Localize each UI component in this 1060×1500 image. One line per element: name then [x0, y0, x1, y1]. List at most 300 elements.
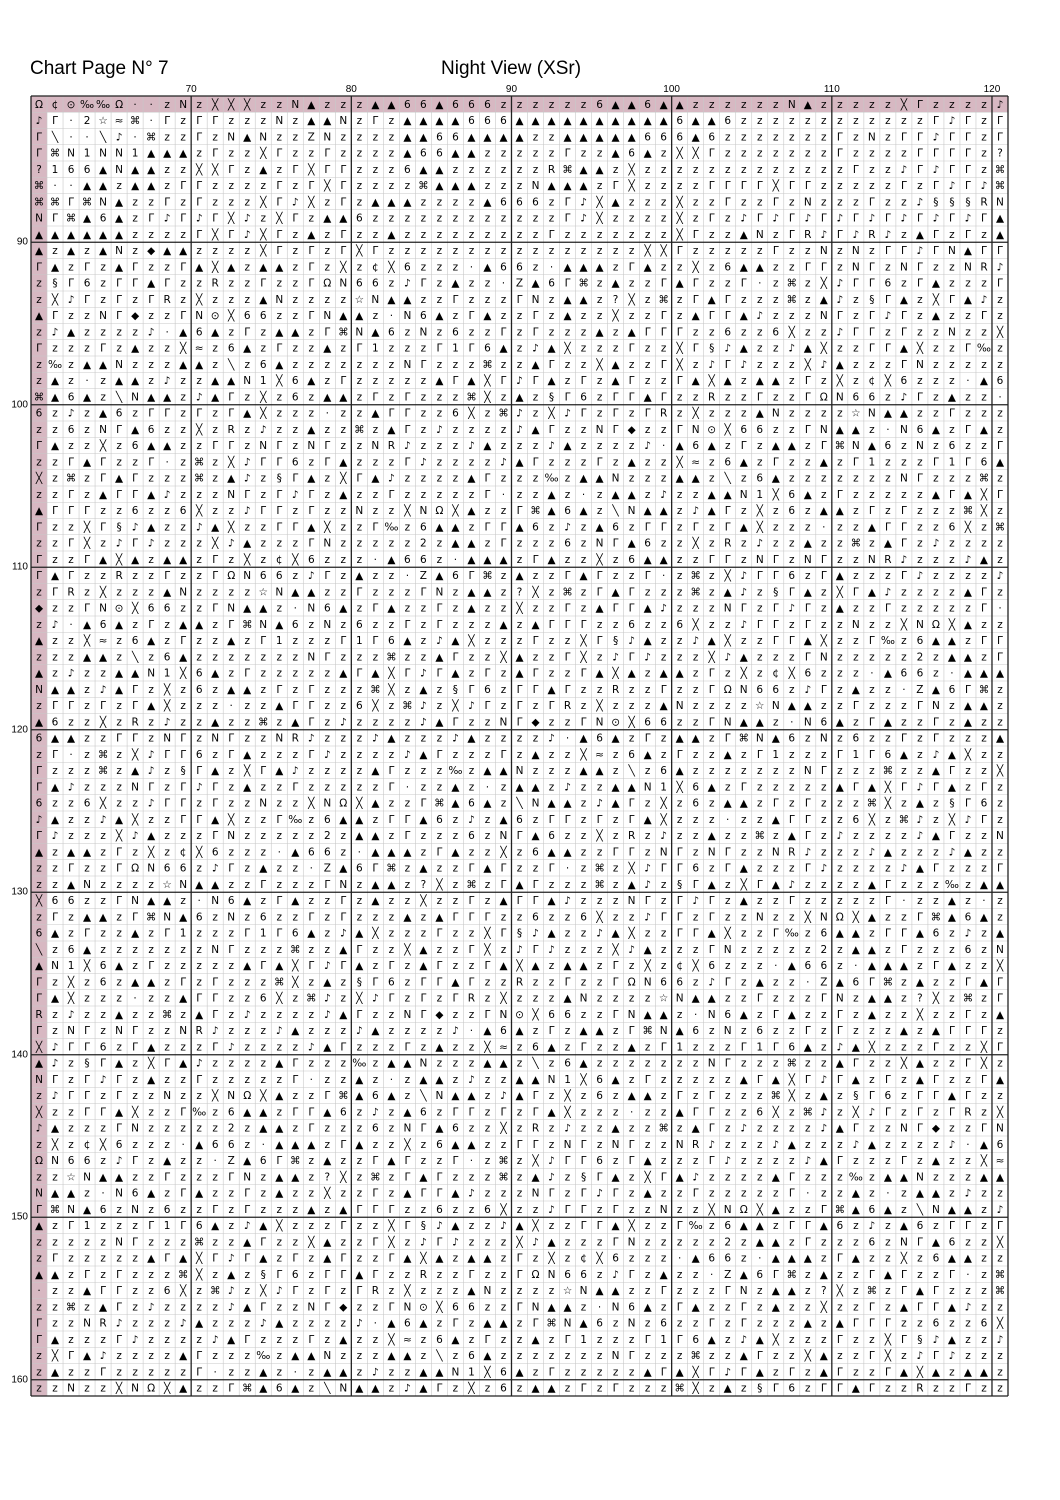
pattern-symbol: Γ	[516, 1268, 523, 1281]
pattern-symbol: 6	[532, 911, 539, 924]
pattern-symbol: Γ	[404, 391, 411, 404]
pattern-symbol: z	[564, 488, 571, 501]
pattern-symbol: z	[644, 992, 651, 1005]
pattern-symbol: ▲	[147, 147, 156, 160]
pattern-symbol: Γ	[836, 1008, 843, 1021]
pattern-symbol: ▲	[83, 1350, 92, 1363]
pattern-symbol: z	[292, 1301, 299, 1314]
pattern-symbol: ╳	[35, 1106, 43, 1119]
pattern-symbol: Γ	[916, 911, 923, 924]
pattern-symbol: z	[292, 180, 299, 193]
pattern-symbol: Γ	[900, 1333, 907, 1346]
pattern-symbol: ♪	[916, 830, 924, 843]
pattern-symbol: R	[419, 1268, 428, 1281]
pattern-symbol: Γ	[372, 862, 379, 875]
pattern-symbol: Γ	[500, 537, 507, 550]
pattern-symbol: Γ	[484, 960, 491, 973]
pattern-symbol: 6	[932, 1252, 940, 1265]
pattern-symbol: z	[564, 472, 571, 485]
pattern-symbol: z	[644, 1382, 651, 1395]
pattern-symbol: ·	[549, 261, 554, 274]
pattern-symbol: Γ	[900, 1285, 907, 1298]
pattern-symbol: z	[612, 440, 619, 453]
pattern-symbol: Γ	[276, 147, 283, 160]
pattern-symbol: z	[580, 326, 587, 339]
pattern-symbol: z	[292, 1220, 299, 1233]
pattern-symbol: z	[724, 1333, 731, 1346]
pattern-symbol: z	[853, 651, 859, 664]
pattern-symbol: z	[484, 537, 491, 550]
pattern-symbol: Γ	[468, 895, 475, 908]
pattern-symbol: N	[419, 505, 428, 518]
pattern-symbol: ♪	[868, 212, 876, 225]
pattern-symbol: ▲	[595, 163, 604, 176]
pattern-symbol: z	[276, 1106, 283, 1119]
pattern-symbol: ‰	[784, 927, 799, 940]
pattern-symbol: Γ	[36, 131, 42, 144]
pattern-symbol: Γ	[836, 1025, 843, 1038]
pattern-symbol: Γ	[532, 667, 539, 680]
pattern-symbol: z	[356, 456, 363, 469]
pattern-symbol: z	[292, 570, 299, 583]
pattern-symbol: ♪	[115, 1155, 123, 1168]
pattern-symbol: N	[627, 895, 636, 908]
pattern-symbol: ♪	[788, 602, 796, 615]
pattern-symbol: ‰	[880, 635, 895, 648]
pattern-symbol: z	[132, 618, 138, 631]
pattern-symbol: ♪	[724, 342, 732, 355]
pattern-symbol: z	[789, 537, 795, 550]
pattern-symbol: z	[436, 943, 443, 956]
pattern-symbol: z	[420, 911, 427, 924]
pattern-symbol: z	[740, 748, 747, 761]
pattern-symbol: ▲	[579, 180, 588, 193]
pattern-symbol: z	[228, 781, 234, 794]
pattern-symbol: z	[500, 180, 507, 193]
pattern-symbol: Γ	[388, 1252, 395, 1265]
pattern-symbol: Γ	[116, 1122, 123, 1135]
pattern-symbol: Γ	[868, 716, 875, 729]
pattern-symbol: ♪	[596, 1187, 603, 1200]
pattern-symbol: ╳	[708, 375, 715, 388]
pattern-symbol: ╳	[452, 505, 459, 518]
pattern-symbol: z	[612, 1025, 619, 1038]
pattern-symbol: z	[516, 1333, 523, 1346]
pattern-symbol: z	[148, 1285, 154, 1298]
pattern-symbol: ▲	[275, 261, 284, 274]
pattern-symbol: ♪	[147, 797, 155, 810]
pattern-symbol: ╳	[676, 212, 683, 225]
pattern-symbol: Γ	[532, 683, 539, 696]
pattern-symbol: z	[612, 830, 619, 843]
pattern-symbol: z	[100, 375, 106, 388]
pattern-symbol: z	[500, 310, 507, 323]
pattern-symbol: z	[500, 98, 507, 111]
pattern-symbol: z	[933, 521, 939, 534]
pattern-symbol: Γ	[36, 1203, 42, 1216]
pattern-symbol: ·	[69, 618, 73, 631]
pattern-symbol: Γ	[68, 277, 74, 290]
pattern-symbol: N	[755, 228, 764, 241]
pattern-symbol: ♪	[708, 976, 716, 989]
pattern-symbol: ♪	[772, 1138, 780, 1151]
pattern-symbol: Γ	[628, 1138, 635, 1151]
pattern-symbol: N	[259, 618, 268, 631]
pattern-symbol: z	[965, 472, 971, 485]
pattern-symbol: z	[644, 683, 651, 696]
pattern-symbol: ╳	[131, 602, 139, 615]
pattern-symbol: z	[452, 1382, 459, 1395]
pattern-symbol: z	[580, 797, 587, 810]
pattern-symbol: z	[68, 1236, 74, 1249]
pattern-symbol: z	[933, 342, 939, 355]
pattern-symbol: z	[116, 976, 122, 989]
pattern-symbol: z	[917, 943, 923, 956]
pattern-symbol: ▲	[499, 1317, 508, 1330]
pattern-symbol: z	[436, 472, 443, 485]
pattern-symbol: N	[739, 1285, 748, 1298]
pattern-symbol: z	[404, 602, 411, 615]
pattern-symbol: z	[997, 1090, 1003, 1103]
pattern-symbol: z	[164, 846, 170, 859]
pattern-symbol: z	[869, 245, 875, 258]
pattern-symbol: 6	[500, 1366, 507, 1379]
pattern-symbol: Γ	[180, 180, 187, 193]
pattern-symbol: ▲	[339, 1333, 348, 1346]
pattern-symbol: ♪	[964, 553, 972, 566]
pattern-symbol: z	[981, 732, 987, 745]
pattern-symbol: z	[356, 163, 363, 176]
pattern-symbol: 2	[420, 537, 427, 550]
pattern-symbol: Γ	[836, 310, 843, 323]
pattern-symbol: z	[148, 472, 154, 485]
pattern-symbol: ▲	[659, 667, 668, 680]
pattern-symbol: Γ	[564, 1203, 571, 1216]
pattern-symbol: 6	[708, 960, 716, 973]
pattern-symbol: Γ	[949, 131, 955, 144]
pattern-symbol: z	[516, 245, 523, 258]
pattern-symbol: Γ	[820, 440, 827, 453]
pattern-symbol: Γ	[981, 245, 987, 258]
pattern-symbol: z	[628, 1187, 635, 1200]
pattern-symbol: ·	[966, 375, 970, 388]
pattern-symbol: z	[244, 732, 250, 745]
pattern-symbol: ▲	[851, 1203, 860, 1216]
pattern-symbol: N	[227, 1090, 236, 1103]
pattern-symbol: 1	[355, 635, 363, 648]
pattern-symbol: ♪	[644, 878, 651, 891]
pattern-symbol: Γ	[997, 488, 1003, 501]
pattern-symbol: z	[580, 440, 587, 453]
pattern-symbol: z	[324, 553, 331, 566]
pattern-symbol: ·	[85, 375, 89, 388]
pattern-symbol: z	[676, 553, 683, 566]
pattern-symbol: ▲	[979, 1366, 989, 1379]
pattern-symbol: N	[531, 797, 540, 810]
pattern-symbol: z	[116, 700, 122, 713]
pattern-symbol: z	[228, 1057, 234, 1070]
pattern-symbol: N	[211, 943, 220, 956]
pattern-symbol: ╳	[276, 1220, 283, 1233]
pattern-symbol: z	[388, 618, 395, 631]
pattern-symbol: z	[837, 180, 843, 193]
pattern-symbol: ⌘	[498, 1155, 509, 1168]
pattern-symbol: z	[901, 1350, 907, 1363]
pattern-symbol: ╳	[580, 1073, 587, 1086]
pattern-symbol: z	[84, 1301, 90, 1314]
pattern-symbol: z	[132, 228, 138, 241]
pattern-symbol: 2	[227, 1122, 235, 1135]
pattern-symbol: z	[756, 1155, 763, 1168]
pattern-symbol: z	[853, 716, 859, 729]
pattern-symbol: z	[660, 537, 667, 550]
pattern-symbol: ▲	[643, 391, 652, 404]
pattern-symbol: z	[212, 1236, 218, 1249]
pattern-symbol: ♪	[35, 115, 43, 128]
pattern-symbol: z	[901, 488, 907, 501]
pattern-symbol: Γ	[852, 586, 859, 599]
pattern-symbol: ▲	[99, 911, 108, 924]
pattern-symbol: ▲	[579, 131, 588, 144]
pattern-symbol: z	[292, 505, 299, 518]
pattern-symbol: z	[404, 1073, 411, 1086]
pattern-symbol: z	[388, 1382, 395, 1395]
pattern-symbol: R	[291, 732, 299, 745]
pattern-symbol: ⌘	[418, 180, 429, 193]
pattern-symbol: z	[292, 1187, 299, 1200]
pattern-symbol: ╳	[484, 375, 491, 388]
pattern-symbol: ▲	[275, 765, 284, 778]
pattern-symbol: z	[917, 1252, 923, 1265]
pattern-symbol: ╳	[980, 1041, 988, 1054]
pattern-symbol: z	[885, 1220, 891, 1233]
pattern-symbol: z	[805, 943, 811, 956]
pattern-symbol: Γ	[852, 781, 859, 794]
pattern-symbol: z	[308, 391, 315, 404]
pattern-symbol: z	[805, 1203, 811, 1216]
pattern-symbol: z	[692, 700, 699, 713]
pattern-symbol: z	[196, 245, 202, 258]
pattern-symbol: ▲	[931, 1025, 940, 1038]
pattern-symbol: ▲	[339, 1366, 348, 1379]
pattern-symbol: z	[708, 1382, 715, 1395]
pattern-symbol: ▲	[50, 1187, 60, 1200]
pattern-symbol: z	[500, 472, 507, 485]
pattern-symbol: z	[981, 765, 987, 778]
pattern-symbol: R	[67, 586, 75, 599]
pattern-symbol: ⌘	[690, 586, 701, 599]
pattern-symbol: z	[885, 1122, 891, 1135]
pattern-symbol: z	[564, 911, 571, 924]
pattern-symbol: Γ	[612, 602, 619, 615]
pattern-symbol: N	[819, 310, 828, 323]
pattern-symbol: Γ	[52, 505, 58, 518]
pattern-symbol: z	[821, 196, 827, 209]
pattern-symbol: ▲	[355, 1382, 364, 1395]
pattern-symbol: z	[756, 960, 763, 973]
pattern-symbol: z	[596, 293, 603, 306]
pattern-symbol: z	[837, 683, 843, 696]
pattern-symbol: z	[100, 781, 106, 794]
pattern-symbol: z	[36, 1171, 42, 1184]
pattern-symbol: ▲	[835, 505, 844, 518]
pattern-symbol: ▲	[275, 1122, 284, 1135]
pattern-symbol: 6	[596, 1090, 603, 1103]
pattern-symbol: Ω	[339, 797, 348, 810]
pattern-symbol: ·	[165, 326, 169, 339]
pattern-symbol: ▲	[435, 911, 444, 924]
pattern-symbol: Γ	[965, 1057, 971, 1070]
pattern-symbol: ·	[469, 1025, 474, 1038]
pattern-symbol: z	[949, 1008, 955, 1021]
pattern-symbol: z	[532, 602, 539, 615]
pattern-symbol: z	[548, 1285, 555, 1298]
pattern-symbol: ╳	[548, 407, 555, 420]
pattern-symbol: z	[789, 553, 795, 566]
pattern-symbol: z	[132, 1073, 138, 1086]
pattern-symbol: ▲	[531, 358, 540, 371]
pattern-symbol: z	[356, 261, 363, 274]
pattern-symbol: Γ	[820, 261, 827, 274]
pattern-symbol: ╳	[212, 98, 219, 111]
pattern-symbol: ♪	[500, 1090, 507, 1103]
pattern-symbol: Γ	[612, 1203, 619, 1216]
pattern-symbol: ♪	[900, 212, 908, 225]
pattern-symbol: z	[500, 1236, 507, 1249]
pattern-symbol: z	[708, 537, 715, 550]
pattern-symbol: z	[532, 440, 539, 453]
pattern-symbol: z	[724, 992, 731, 1005]
pattern-symbol: ♪	[820, 1073, 828, 1086]
pattern-symbol: ♪	[612, 1268, 619, 1281]
pattern-symbol: Γ	[852, 1057, 859, 1070]
pattern-symbol: Γ	[708, 943, 715, 956]
pattern-symbol: z	[949, 1382, 955, 1395]
pattern-symbol: z	[308, 407, 315, 420]
pattern-symbol: z	[548, 212, 555, 225]
pattern-symbol: z	[532, 813, 539, 826]
pattern-symbol: Γ	[36, 570, 42, 583]
pattern-symbol: Γ	[164, 570, 171, 583]
pattern-symbol: ▲	[147, 163, 156, 176]
pattern-symbol: z	[244, 1285, 250, 1298]
pattern-symbol: ▲	[883, 1171, 892, 1184]
pattern-symbol: z	[885, 472, 891, 485]
pattern-symbol: 6	[452, 1122, 459, 1135]
pattern-symbol: N	[275, 115, 284, 128]
pattern-symbol: z	[132, 878, 138, 891]
pattern-symbol: z	[404, 960, 411, 973]
pattern-symbol: Γ	[276, 1268, 283, 1281]
pattern-symbol: Γ	[452, 1106, 459, 1119]
pattern-symbol: Γ	[132, 1041, 139, 1054]
pattern-symbol: Γ	[468, 310, 475, 323]
pattern-symbol: ♪	[916, 781, 924, 794]
pattern-symbol: z	[228, 878, 234, 891]
pattern-symbol: z	[116, 586, 122, 599]
pattern-symbol: ‰	[448, 765, 463, 778]
pattern-symbol: z	[324, 1203, 331, 1216]
pattern-symbol: Γ	[804, 180, 811, 193]
pattern-symbol: z	[260, 748, 266, 761]
pattern-symbol: Γ	[708, 1106, 715, 1119]
pattern-symbol: Γ	[596, 456, 603, 469]
pattern-symbol: ▲	[947, 895, 956, 908]
pattern-symbol: z	[276, 163, 283, 176]
pattern-symbol: z	[452, 1041, 459, 1054]
pattern-symbol: Γ	[740, 602, 747, 615]
pattern-symbol: z	[949, 862, 955, 875]
pattern-symbol: z	[981, 228, 987, 241]
pattern-symbol: z	[773, 358, 779, 371]
pattern-symbol: ╳	[580, 635, 587, 648]
pattern-symbol: Γ	[644, 895, 651, 908]
pattern-symbol: z	[981, 651, 987, 664]
pattern-symbol: z	[308, 1187, 315, 1200]
pattern-symbol: z	[388, 830, 395, 843]
pattern-symbol: ╳	[147, 846, 155, 859]
pattern-symbol: ╳	[292, 553, 299, 566]
pattern-symbol: ·	[405, 570, 410, 583]
pattern-symbol: z	[148, 1008, 154, 1021]
pattern-symbol: Γ	[596, 586, 603, 599]
pattern-symbol: ▲	[50, 781, 60, 794]
pattern-symbol: ▲	[435, 1073, 444, 1086]
pattern-symbol: ▲	[627, 98, 636, 111]
pattern-symbol: ▲	[371, 196, 380, 209]
pattern-symbol: z	[949, 1171, 955, 1184]
pattern-symbol: z	[805, 293, 811, 306]
pattern-symbol: z	[388, 537, 395, 550]
pattern-symbol: Γ	[692, 878, 699, 891]
pattern-symbol: ▲	[83, 1203, 92, 1216]
pattern-symbol: Γ	[36, 261, 42, 274]
pattern-symbol: z	[388, 911, 395, 924]
pattern-symbol: Γ	[708, 212, 715, 225]
pattern-symbol: ▲	[371, 895, 380, 908]
pattern-symbol: z	[885, 1138, 891, 1151]
pattern-symbol: ·	[902, 895, 906, 908]
pattern-symbol: z	[36, 700, 42, 713]
pattern-symbol: ▲	[771, 1171, 780, 1184]
pattern-symbol: ╳	[628, 180, 635, 193]
pattern-symbol: ▲	[835, 1057, 844, 1070]
pattern-symbol: Γ	[276, 683, 283, 696]
pattern-symbol: ▲	[67, 846, 76, 859]
pattern-symbol: z	[981, 1350, 987, 1363]
pattern-symbol: ♪	[67, 407, 75, 420]
pattern-symbol: z	[244, 635, 250, 648]
pattern-symbol: z	[116, 180, 122, 193]
pattern-symbol: z	[821, 147, 827, 160]
pattern-symbol: ╳	[196, 293, 203, 306]
pattern-symbol: z	[949, 537, 955, 550]
pattern-symbol: z	[228, 1366, 234, 1379]
pattern-symbol: 6	[259, 911, 267, 924]
pattern-symbol: Γ	[228, 862, 235, 875]
pattern-symbol: Γ	[612, 1187, 619, 1200]
pattern-symbol: Γ	[596, 635, 603, 648]
pattern-symbol: z	[196, 635, 202, 648]
pattern-symbol: 6	[964, 911, 972, 924]
pattern-symbol: z	[676, 391, 683, 404]
pattern-symbol: z	[340, 293, 347, 306]
pattern-symbol: z	[324, 488, 331, 501]
pattern-symbol: Γ	[724, 505, 731, 518]
pattern-symbol: N	[83, 1317, 91, 1330]
pattern-symbol: z	[596, 245, 603, 258]
pattern-symbol: z	[901, 1073, 907, 1086]
